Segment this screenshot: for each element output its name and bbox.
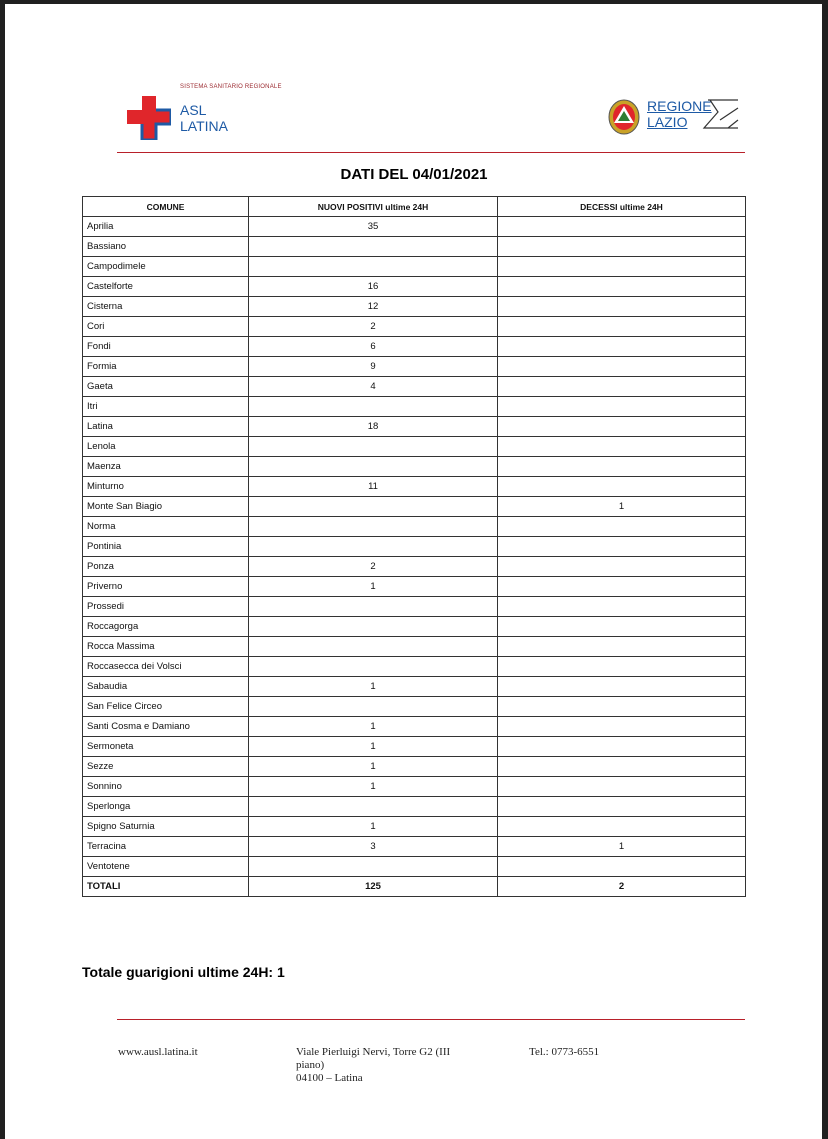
decessi-cell [498,597,746,617]
table-row [83,677,746,697]
column-header-comune: COMUNE [83,197,249,217]
comune-cell: Terracina [83,837,249,857]
comune-cell: Bassiano [83,237,249,257]
asl-name [180,102,228,134]
positivi-cell [249,437,498,457]
positivi-cell: 1 [249,757,498,777]
table-row [83,457,746,477]
decessi-cell [498,757,746,777]
decessi-cell [498,797,746,817]
positivi-cell: 1 [249,717,498,737]
footer-rule [117,1019,745,1020]
decessi-cell [498,357,746,377]
totals-row [83,877,746,897]
positivi-cell [249,497,498,517]
table-row [83,617,746,637]
comune-cell: Aprilia [83,217,249,237]
decessi-cell [498,317,746,337]
comune-cell: Sperlonga [83,797,249,817]
footer-phone: Tel.: 0773-6551 [529,1046,600,1058]
table-row [83,757,746,777]
positivi-cell: 1 [249,817,498,837]
decessi-cell [498,577,746,597]
positivi-cell: 1 [249,737,498,757]
table-row [83,597,746,617]
table-row [83,557,746,577]
positivi-cell: 2 [249,317,498,337]
address-line3: 04100 – Latina [296,1072,363,1084]
comune-cell: Ponza [83,557,249,577]
header-rule [117,152,745,153]
positivi-cell: 3 [249,837,498,857]
positivi-cell: 18 [249,417,498,437]
table-row [83,837,746,857]
total-positivi-cell: 125 [249,877,498,897]
decessi-cell [498,337,746,357]
positivi-cell: 1 [249,677,498,697]
decessi-cell [498,217,746,237]
column-header-decessi: DECESSI ultime 24H [498,197,746,217]
decessi-cell [498,557,746,577]
recoveries-total: Totale guarigioni ultime 24H: 1 [82,964,285,980]
comune-cell: Prossedi [83,597,249,617]
table-row [83,537,746,557]
decessi-cell [498,677,746,697]
decessi-cell [498,477,746,497]
decessi-cell [498,697,746,717]
table-row [83,437,746,457]
comune-cell: Sabaudia [83,677,249,697]
comune-cell: Monte San Biagio [83,497,249,517]
comune-cell: Sonnino [83,777,249,797]
table-row [83,777,746,797]
decessi-cell [498,817,746,837]
region-name-line1: REGIONE [647,98,712,114]
table-row [83,237,746,257]
decessi-cell [498,397,746,417]
decessi-cell [498,457,746,477]
comune-cell: Formia [83,357,249,377]
asl-name-line1: ASL [180,102,207,118]
data-table [82,196,746,897]
positivi-cell [249,597,498,617]
decessi-cell [498,377,746,397]
comune-cell: Cisterna [83,297,249,317]
positivi-cell: 11 [249,477,498,497]
footer-address [296,1046,496,1085]
comune-cell: San Felice Circeo [83,697,249,717]
positivi-cell [249,657,498,677]
decessi-cell [498,737,746,757]
report-title: DATI DEL 04/01/2021 [340,166,488,183]
table-row [83,377,746,397]
positivi-cell [249,857,498,877]
positivi-cell [249,697,498,717]
comune-cell: Minturno [83,477,249,497]
table-row [83,637,746,657]
column-header-positivi: NUOVI POSITIVI ultime 24H [249,197,498,217]
table-row [83,497,746,517]
positivi-cell: 9 [249,357,498,377]
decessi-cell [498,257,746,277]
positivi-cell [249,797,498,817]
decessi-cell [498,657,746,677]
table-row [83,577,746,597]
region-name-line2: LAZIO [647,114,688,130]
address-line2: piano) [296,1059,325,1071]
table-row [83,397,746,417]
positivi-cell [249,617,498,637]
positivi-cell [249,397,498,417]
table-header-row [83,197,746,217]
lazio-swoosh-icon [700,98,740,134]
decessi-cell: 1 [498,497,746,517]
comune-cell: Roccagorga [83,617,249,637]
comune-cell: Fondi [83,337,249,357]
comune-cell: Latina [83,417,249,437]
comune-cell: Itri [83,397,249,417]
comune-cell: Gaeta [83,377,249,397]
decessi-cell [498,297,746,317]
footer-website: www.ausl.latina.it [118,1046,198,1058]
table-row [83,337,746,357]
comune-cell: Santi Cosma e Damiano [83,717,249,737]
asl-name-line2: LATINA [180,118,228,134]
positivi-cell [249,257,498,277]
table-row [83,217,746,237]
comune-cell: Norma [83,517,249,537]
asl-cross-logo-icon [127,96,171,140]
decessi-cell: 1 [498,837,746,857]
positivi-cell: 2 [249,557,498,577]
table-row [83,737,746,757]
decessi-cell [498,277,746,297]
comune-cell: Castelforte [83,277,249,297]
decessi-cell [498,517,746,537]
table-row [83,717,746,737]
table-row [83,417,746,437]
decessi-cell [498,717,746,737]
total-comune-cell: TOTALI [83,877,249,897]
comune-cell: Maenza [83,457,249,477]
comune-cell: Cori [83,317,249,337]
positivi-cell: 1 [249,777,498,797]
table-row [83,357,746,377]
table-row [83,257,746,277]
comune-cell: Sezze [83,757,249,777]
comune-cell: Sermoneta [83,737,249,757]
decessi-cell [498,237,746,257]
positivi-cell: 12 [249,297,498,317]
positivi-cell: 35 [249,217,498,237]
table-row [83,517,746,537]
positivi-cell [249,637,498,657]
table-row [83,277,746,297]
table-row [83,697,746,717]
decessi-cell [498,857,746,877]
decessi-cell [498,537,746,557]
table-row [83,477,746,497]
table-row [83,657,746,677]
positivi-cell [249,237,498,257]
comune-cell: Spigno Saturnia [83,817,249,837]
asl-subtitle: SISTEMA SANITARIO REGIONALE [180,84,282,90]
total-decessi-cell: 2 [498,877,746,897]
table-row [83,317,746,337]
comune-cell: Roccasecca dei Volsci [83,657,249,677]
decessi-cell [498,617,746,637]
positivi-cell: 16 [249,277,498,297]
comune-cell: Campodimele [83,257,249,277]
table-row [83,857,746,877]
comune-cell: Rocca Massima [83,637,249,657]
positivi-cell [249,457,498,477]
positivi-cell [249,537,498,557]
table-row [83,817,746,837]
positivi-cell: 1 [249,577,498,597]
comune-cell: Lenola [83,437,249,457]
decessi-cell [498,437,746,457]
table-row [83,297,746,317]
address-line1: Viale Pierluigi Nervi, Torre G2 (III [296,1046,451,1058]
comune-cell: Priverno [83,577,249,597]
decessi-cell [498,417,746,437]
table-row [83,797,746,817]
decessi-cell [498,777,746,797]
positivi-cell: 4 [249,377,498,397]
positivi-cell: 6 [249,337,498,357]
comune-cell: Pontinia [83,537,249,557]
regione-lazio-emblem-icon [608,97,640,135]
comune-cell: Ventotene [83,857,249,877]
decessi-cell [498,637,746,657]
positivi-cell [249,517,498,537]
